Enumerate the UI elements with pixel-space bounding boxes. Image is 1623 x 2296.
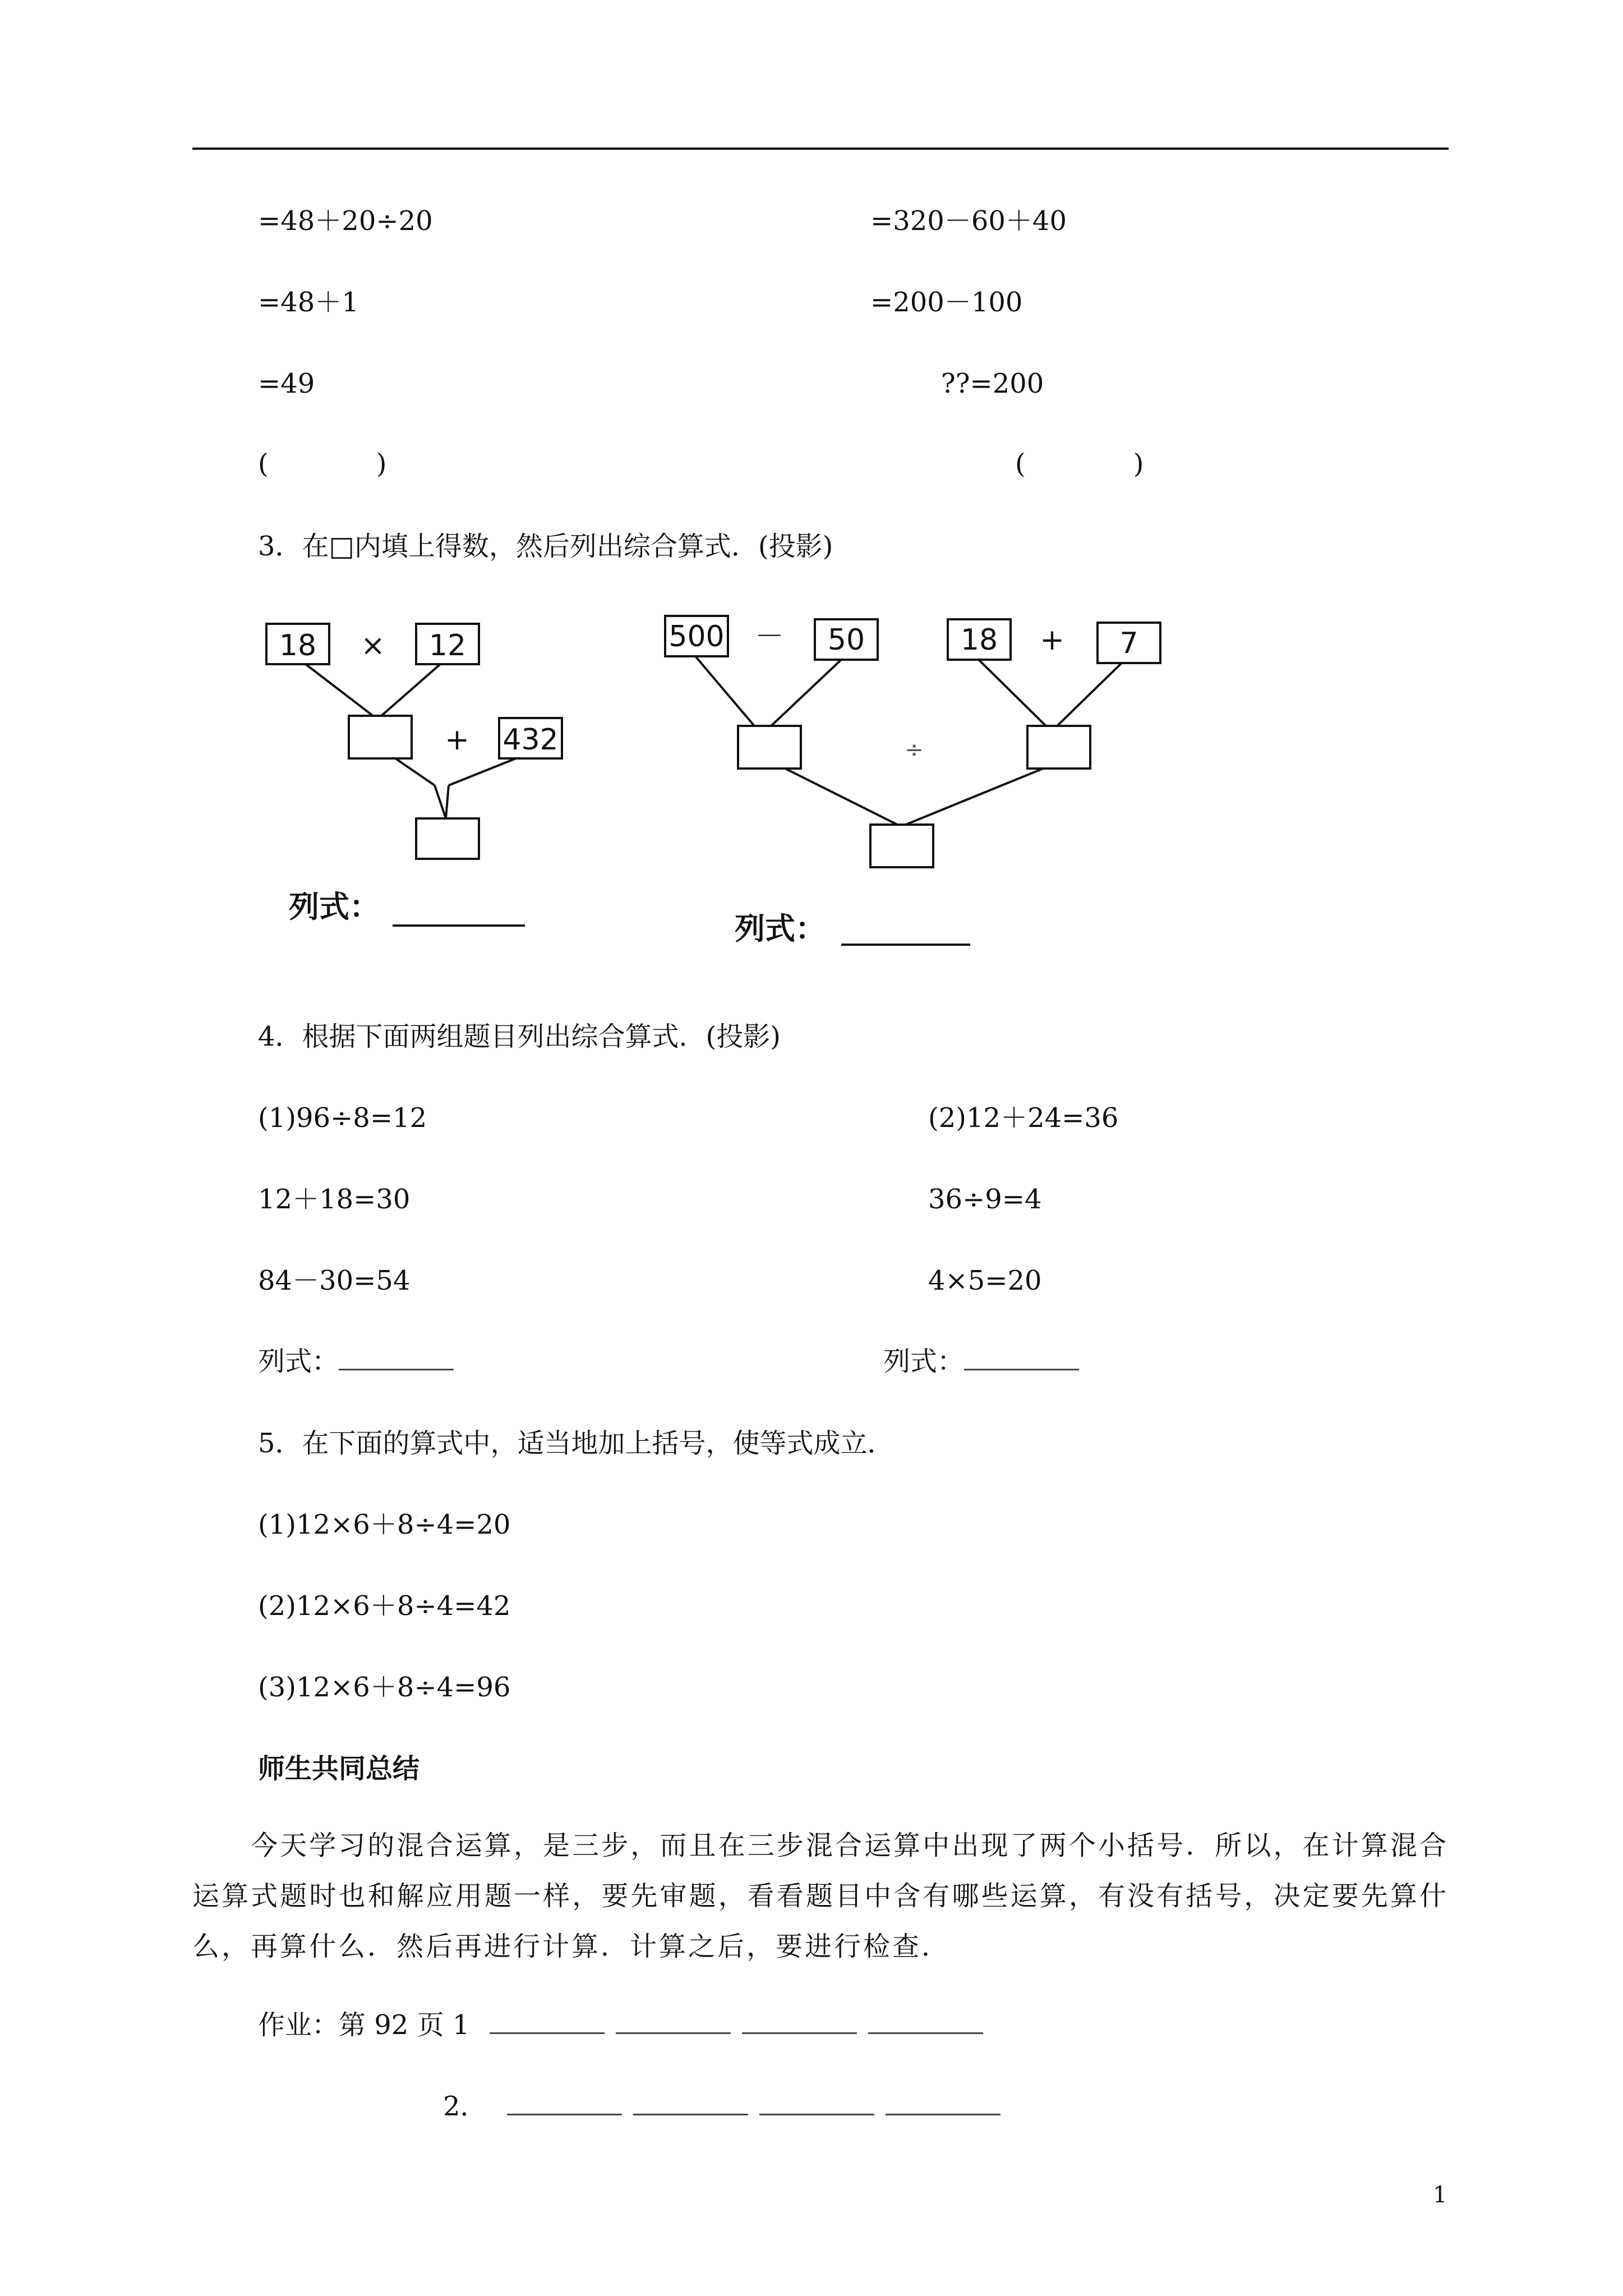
tree1-value-b: 12 [428, 629, 467, 662]
tree2-op-minus: － [754, 620, 785, 654]
q5-item-1: (1)12×6＋8÷4=20 [258, 1509, 511, 1540]
tree2-box-result1 [738, 726, 801, 769]
tree2-box-result2 [1027, 726, 1090, 769]
tree1-value-c: 432 [502, 723, 559, 757]
homework-blank-5 [507, 2095, 622, 2115]
calc-left-line-3: =49 [258, 368, 315, 399]
q4-left-1: (1)96÷8=12 [258, 1102, 427, 1134]
q4-left-answer [258, 1345, 465, 1378]
page-number: 1 [1433, 2182, 1447, 2208]
summary-heading: 师生共同总结 [258, 1753, 420, 1784]
homework-blank-2 [616, 2013, 731, 2034]
q4-left-3: 84－30=54 [258, 1265, 411, 1296]
tree2-box-final [870, 825, 933, 867]
tree2-value-c: 18 [960, 623, 998, 657]
q4-title: 4．根据下面两组题目列出综合算式．(投影) [258, 1021, 781, 1052]
calc-right-line-2: =200－100 [870, 287, 1023, 318]
q4-right-1: (2)12＋24=36 [928, 1102, 1119, 1134]
q4-right-2: 36÷9=4 [928, 1184, 1042, 1215]
q4-left-label: 列式： [258, 1346, 339, 1377]
header-rule [192, 148, 1449, 150]
homework-line-2 [443, 2090, 1012, 2123]
homework-blank-6 [633, 2095, 748, 2115]
tree1-op-plus: + [445, 723, 469, 757]
q4-left-2: 12＋18=30 [258, 1184, 411, 1215]
homework-blank-8 [886, 2095, 1000, 2115]
calc-left-line-2: =48＋1 [258, 287, 359, 318]
q3-diagrams [247, 606, 1368, 970]
homework-blank-4 [868, 2013, 983, 2034]
tree2-value-b: 50 [827, 623, 865, 657]
tree2-op-plus: + [1040, 623, 1064, 657]
homework-label: 作业：第 92 页 1 [258, 2009, 470, 2041]
tree1-op-times: × [361, 629, 385, 662]
calc-right-line-1: =320－60＋40 [870, 205, 1067, 237]
homework-line-1 [258, 2008, 994, 2042]
q4-right-3: 4×5=20 [928, 1265, 1042, 1296]
tree2-list-label: 列式： [735, 911, 826, 946]
tree2-op-divide: ÷ [905, 737, 924, 763]
q5-item-2: (2)12×6＋8÷4=42 [258, 1590, 511, 1622]
q3-title: 3．在□内填上得数，然后列出综合算式．(投影) [258, 531, 833, 562]
homework-blank-7 [759, 2095, 874, 2115]
calc-left-line-1: =48＋20÷20 [258, 205, 433, 237]
q4-right-label: 列式： [883, 1346, 965, 1377]
tree2-value-d: 7 [1119, 627, 1138, 660]
tree1-value-a: 18 [279, 629, 317, 662]
summary-paragraph: 今天学习的混合运算，是三步，而且在三步混合运算中出现了两个小括号．所以，在计算混合运算式题时也和解应用题一样，要先审题，看看题目中含有哪些运算，有没有括号，决定要先算什么，再算什么．然后再进行计算．计算之后，要进行检查． [192, 1830, 1449, 1962]
q5-title: 5．在下面的算式中，适当地加上括号，使等式成立． [258, 1428, 895, 1459]
calc-right-answer: ( ) [1015, 448, 1144, 480]
q4-right-blank [964, 1350, 1079, 1370]
homework-blank-3 [742, 2013, 857, 2034]
calc-right-line-3: ??=200 [941, 368, 1044, 399]
q5-item-3: (3)12×6＋8÷4=96 [258, 1672, 511, 1703]
tree2-value-a: 500 [668, 620, 725, 654]
calc-left-answer: ( ) [258, 448, 387, 480]
tree1-box-final [416, 818, 479, 859]
q4-right-answer [883, 1345, 1090, 1378]
q4-left-blank [339, 1350, 454, 1370]
tree1-box-result1 [349, 716, 412, 758]
tree1-list-label: 列式： [289, 889, 380, 924]
homework-label-2: 2． [443, 2091, 487, 2122]
homework-blank-1 [490, 2013, 605, 2034]
